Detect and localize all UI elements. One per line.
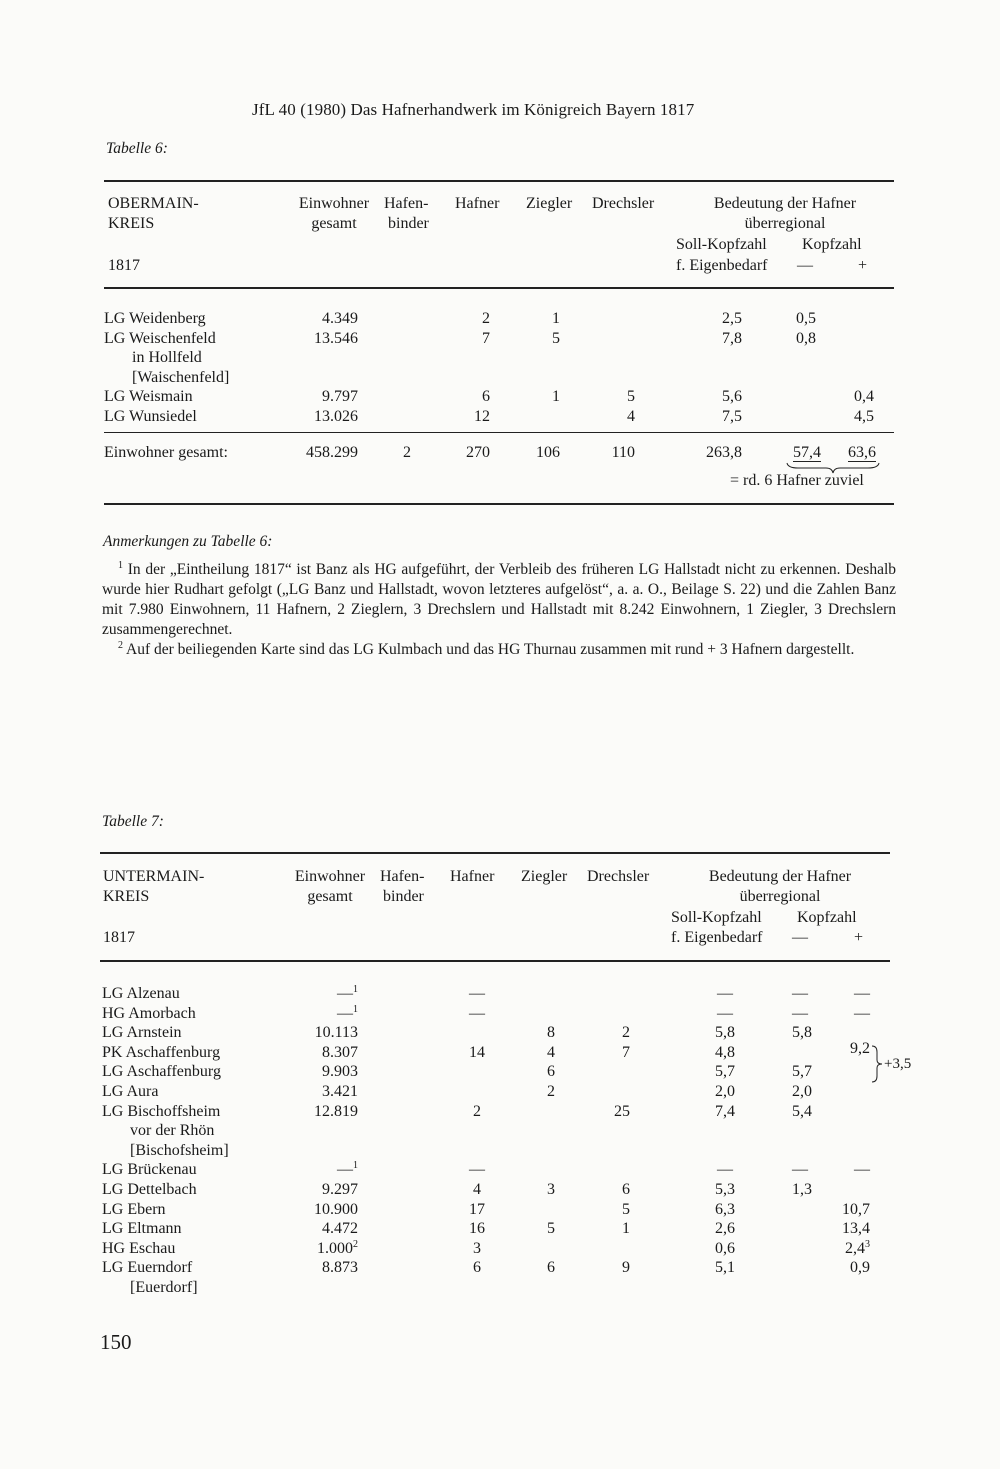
plus-value: 0,9 — [850, 1259, 870, 1277]
einwohner-value: 4.472 — [322, 1220, 358, 1238]
table7-row-name: LG Bischoffsheim — [102, 1102, 221, 1120]
table7-row-minus: 5,8 — [792, 1024, 812, 1042]
table7-row-plus — [810, 1004, 870, 1024]
t7-col-minus: — — [792, 929, 808, 946]
table7-row-hafner: — — [469, 1161, 485, 1179]
table6-row-einwohner: 4.349 — [322, 310, 358, 327]
table6-row-ziegler: 5 — [552, 329, 560, 347]
table7-row-hafner: 16 — [469, 1220, 485, 1238]
table7-row-einwohner — [276, 984, 358, 1004]
table6-row-name: LG Wunsiedel — [104, 407, 197, 425]
table7-row-drechsler: 25 — [614, 1102, 630, 1120]
t7-col-bedeutung-1: Bedeutung der Hafner — [708, 868, 852, 885]
table6-row-einwohner: 13.026 — [314, 407, 358, 425]
table7-row-einwohner — [276, 1258, 358, 1278]
running-head: JfL 40 (1980) Das Hafnerhandwerk im Königreich Bayern 1817 — [252, 100, 695, 119]
table7-row-ziegler: 6 — [547, 1259, 555, 1277]
table6-row-name: [Waischenfeld] — [132, 368, 230, 386]
einwohner-value: — — [337, 1161, 353, 1179]
table7-row-plus — [810, 1160, 870, 1180]
table6-row-hafner: 12 — [474, 407, 490, 425]
table7-row-plus — [810, 1258, 870, 1278]
table7-top-rule — [100, 852, 890, 854]
table6-row-hafner: 7 — [482, 329, 490, 347]
note-1-text: In der „Eintheilung 1817“ ist Banz als HG aufgeführt, der Verbleib des früheren LG Hallstadt nicht zu erkennen. Deshalb wurde hier Rudhart gefolgt („LG Banz und Hallstadt, wovon letzteres aufgelöst“, a. a. O., Beilage S. 22) und die Zahlen Banz mit 7.980 Einwohnern, 11 Hafnern, 2 Zieglern, 3 Drechslern und Hallstadt mit 8.242 Einwohnern, 1 Ziegler, 3 Drechslern zusammengerechnet. — [102, 561, 897, 638]
t7-col-einwohner-1: Einwohner — [294, 868, 366, 885]
table7-year: 1817 — [103, 929, 135, 946]
table6-row-soll: 7,8 — [722, 329, 742, 347]
table6-row-soll: 5,6 — [722, 388, 742, 405]
col-hafenbinder-2: binder — [388, 215, 429, 232]
t7-col-hafner: Hafner — [450, 868, 495, 885]
table7-row-einwohner — [276, 1239, 358, 1259]
plus-value: — — [854, 1004, 870, 1022]
table6-row-minus: 0,8 — [796, 329, 816, 347]
page-number: 150 — [100, 1330, 132, 1354]
table7-row-plus — [810, 1219, 870, 1239]
table7-row-ziegler: 4 — [547, 1043, 555, 1061]
t7-col-soll-1: Soll-Kopfzahl — [671, 909, 762, 926]
table7-row-drechsler: 2 — [622, 1024, 630, 1042]
table6-row-plus: 4,5 — [854, 407, 874, 425]
col-ziegler: Ziegler — [526, 195, 573, 212]
table6-row-hafner: 6 — [482, 388, 490, 405]
table7-row-soll: 7,4 — [715, 1102, 735, 1120]
total-einwohner: 458.299 — [306, 444, 358, 461]
table7-row-einwohner — [276, 1043, 358, 1063]
plus-value: 2,4 — [845, 1239, 865, 1257]
total-drechsler: 110 — [611, 444, 635, 461]
table6-row-name: in Hollfeld — [132, 349, 202, 366]
einwohner-value: 1.000 — [317, 1239, 353, 1257]
table6-row-ziegler: 1 — [552, 310, 560, 327]
table7-row-name: LG Alzenau — [102, 985, 180, 1002]
table7-row-name: LG Arnstein — [102, 1024, 182, 1042]
t7-col-soll-2: f. Eigenbedarf — [671, 929, 763, 946]
table7-row-hafner: 2 — [473, 1102, 481, 1120]
table6-caption: Tabelle 6: — [106, 140, 168, 157]
table7-row-drechsler: 5 — [622, 1200, 630, 1218]
col-bedeutung-1: Bedeutung der Hafner — [713, 195, 857, 212]
table7-row-name: LG Aura — [102, 1083, 159, 1100]
table7-row-minus: — — [792, 985, 808, 1002]
table7-row-ziegler: 8 — [547, 1024, 555, 1042]
table7-row-plus — [810, 1200, 870, 1220]
table7-row-einwohner — [276, 1082, 358, 1102]
table7-caption: Tabelle 7: — [102, 813, 164, 830]
table7-row-name: HG Eschau — [102, 1239, 176, 1257]
total-plus: 63,6 — [848, 444, 876, 461]
col-hafenbinder-1: Hafen- — [384, 195, 429, 212]
table7-row-hafner: 3 — [473, 1239, 481, 1257]
t7-col-kopfzahl: Kopfzahl — [797, 909, 857, 926]
table7-row-hafner: — — [469, 985, 485, 1002]
table7-row-soll: — — [717, 1004, 733, 1022]
table7-row-plus — [810, 1239, 870, 1259]
table6-row-name: LG Weidenberg — [104, 310, 206, 327]
plus-value: — — [854, 985, 870, 1002]
table7-row-name: LG Dettelbach — [102, 1181, 197, 1198]
table7-row-drechsler: 7 — [622, 1043, 630, 1061]
note-1 — [102, 560, 896, 640]
table7-row-name: [Bischofsheim] — [130, 1141, 229, 1159]
table6-row-einwohner: 13.546 — [314, 329, 358, 347]
einwohner-value: 9.903 — [322, 1063, 358, 1081]
table7-row-soll: 6,3 — [715, 1200, 735, 1218]
table7-row-ziegler: 5 — [547, 1220, 555, 1238]
notes-body — [102, 560, 896, 660]
table7-row-soll: 5,3 — [715, 1181, 735, 1198]
col-soll-2: f. Eigenbedarf — [676, 257, 768, 274]
table6-row-minus: 0,5 — [796, 310, 816, 327]
einwohner-footnote-mark: 1 — [353, 984, 358, 995]
table7-row-name: LG Brückenau — [102, 1161, 197, 1179]
table7-row-name: LG Ebern — [102, 1200, 166, 1218]
aschaffenburg-sum: +3,5 — [884, 1056, 912, 1072]
table6-row-name: LG Weismain — [104, 388, 193, 405]
einwohner-value: 8.873 — [322, 1259, 358, 1277]
einwohner-value: 8.307 — [322, 1043, 358, 1061]
table7-row-soll: 5,1 — [715, 1259, 735, 1277]
table7-row-name: HG Amorbach — [102, 1004, 196, 1022]
table6-header-rule — [104, 287, 894, 289]
col-plus: + — [858, 257, 868, 274]
table7-row-einwohner — [276, 1062, 358, 1082]
table7-row-soll: 0,6 — [715, 1239, 735, 1257]
col-drechsler: Drechsler — [592, 195, 655, 212]
total-hafenbinder: 2 — [403, 444, 411, 461]
total-soll: 263,8 — [706, 444, 742, 461]
table7-row-soll: — — [717, 985, 733, 1002]
table6-row-drechsler: 5 — [627, 388, 635, 405]
table7-row-name: LG Euerndorf — [102, 1259, 193, 1277]
notes-heading: Anmerkungen zu Tabelle 6: — [103, 533, 273, 550]
aschaffenburg-brace — [870, 1044, 884, 1084]
table6-row-soll: 2,5 — [722, 310, 742, 327]
table7-row-hafner: — — [469, 1004, 485, 1022]
total-hafner: 270 — [466, 444, 490, 461]
table6-region-2: KREIS — [108, 215, 155, 232]
table7-row-einwohner — [276, 1180, 358, 1200]
note-2 — [102, 640, 896, 660]
plus-value: 9,2 — [850, 1039, 870, 1057]
total-label: Einwohner gesamt: — [104, 444, 228, 461]
col-einwohner-2: gesamt — [311, 215, 357, 232]
table7-row-plus — [810, 1039, 870, 1059]
t7-col-drechsler: Drechsler — [587, 868, 650, 885]
col-bedeutung-2: überregional — [744, 215, 826, 232]
col-soll-1: Soll-Kopfzahl — [676, 236, 767, 253]
note-2-text: Auf der beiliegenden Karte sind das LG Kulmbach und das HG Thurnau zusammen mit rund + 3 Hafnern dargestellt. — [126, 641, 855, 658]
table7-region-2: KREIS — [103, 888, 150, 905]
total-ziegler: 106 — [536, 444, 560, 461]
einwohner-value: 10.900 — [314, 1200, 358, 1218]
table7-row-minus: 2,0 — [792, 1083, 812, 1100]
t7-col-bedeutung-2: überregional — [739, 888, 821, 905]
table6-region-1: OBERMAIN- — [108, 195, 199, 212]
einwohner-value: — — [337, 1004, 353, 1022]
table6-row-hafner: 2 — [482, 310, 490, 327]
table7-row-name: LG Eltmann — [102, 1220, 182, 1238]
table7-row-drechsler: 9 — [622, 1259, 630, 1277]
plus-value: 13,4 — [842, 1220, 870, 1238]
table7-row-ziegler: 2 — [547, 1083, 555, 1100]
table7-row-ziegler: 3 — [547, 1181, 555, 1198]
einwohner-value: 10.113 — [314, 1024, 358, 1042]
plus-value: 10,7 — [842, 1200, 870, 1218]
table7-row-einwohner — [276, 1219, 358, 1239]
note-2-mark: 2 — [118, 640, 123, 651]
table7-row-plus — [810, 984, 870, 1004]
table6-row-drechsler: 4 — [627, 407, 635, 425]
table7-row-minus: 1,3 — [792, 1181, 812, 1198]
total-minus: 57,4 — [793, 444, 821, 461]
table7-row-minus: — — [792, 1161, 808, 1179]
table6-row-ziegler: 1 — [552, 388, 560, 405]
t7-col-plus: + — [854, 929, 864, 946]
table7-region-1: UNTERMAIN- — [103, 868, 205, 885]
table7-row-hafner: 14 — [469, 1043, 485, 1061]
note-1-mark: 1 — [118, 560, 123, 571]
table7-row-soll: 5,8 — [715, 1024, 735, 1042]
t7-col-hafenbinder-2: binder — [383, 888, 424, 905]
table7-row-name: [Euerdorf] — [130, 1279, 198, 1296]
table7-row-einwohner — [276, 1102, 358, 1122]
col-hafner: Hafner — [455, 195, 500, 212]
table7-row-hafner: 17 — [469, 1200, 485, 1218]
table6-total-rule — [104, 432, 894, 433]
einwohner-value: 9.297 — [322, 1181, 358, 1198]
einwohner-value: 3.421 — [322, 1083, 358, 1100]
table7-row-drechsler: 6 — [622, 1181, 630, 1198]
table6-year: 1817 — [108, 257, 140, 274]
table7-row-einwohner — [276, 1160, 358, 1180]
table7-row-minus: — — [792, 1004, 808, 1022]
plus-footnote-mark: 3 — [865, 1238, 870, 1250]
table7-row-soll: 4,8 — [715, 1043, 735, 1061]
table7-row-drechsler: 1 — [622, 1220, 630, 1238]
table7-row-einwohner — [276, 1023, 358, 1043]
einwohner-footnote-mark: 2 — [353, 1238, 358, 1250]
col-einwohner-1: Einwohner — [298, 195, 370, 212]
table6-row-plus: 0,4 — [854, 388, 874, 405]
table7-row-hafner: 4 — [473, 1181, 481, 1198]
table7-row-name: vor der Rhön — [130, 1122, 215, 1140]
table7-row-ziegler: 6 — [547, 1063, 555, 1081]
table6-result: = rd. 6 Hafner zuviel — [730, 472, 864, 489]
table7-row-name: PK Aschaffenburg — [102, 1043, 221, 1061]
table6-top-rule — [104, 180, 894, 182]
table7-row-soll: 2,6 — [715, 1220, 735, 1238]
table7-row-soll: 2,0 — [715, 1083, 735, 1100]
table7-row-soll: — — [717, 1161, 733, 1179]
table7-row-soll: 5,7 — [715, 1063, 735, 1081]
table7-header-rule — [100, 960, 890, 962]
table7-row-minus: 5,7 — [792, 1063, 812, 1081]
table6-bottom-rule — [104, 503, 894, 505]
col-kopfzahl: Kopfzahl — [802, 236, 862, 253]
table6-row-name: LG Weischenfeld — [104, 329, 216, 347]
table7-row-hafner: 6 — [473, 1259, 481, 1277]
t7-col-ziegler: Ziegler — [521, 868, 568, 885]
table7-row-name: LG Aschaffenburg — [102, 1063, 221, 1081]
plus-value: — — [854, 1161, 870, 1179]
t7-col-einwohner-2: gesamt — [307, 888, 353, 905]
einwohner-footnote-mark: 1 — [353, 1160, 358, 1172]
table6-row-einwohner: 9.797 — [322, 388, 358, 405]
col-minus: — — [797, 257, 813, 274]
table7-row-einwohner — [276, 1004, 358, 1024]
einwohner-footnote-mark: 1 — [353, 1003, 358, 1015]
table7-row-minus: 5,4 — [792, 1102, 812, 1120]
table6-row-soll: 7,5 — [722, 407, 742, 425]
table7-row-einwohner — [276, 1200, 358, 1220]
einwohner-value: 12.819 — [314, 1102, 358, 1120]
t7-col-hafenbinder-1: Hafen- — [380, 868, 425, 885]
einwohner-value: — — [337, 985, 353, 1002]
